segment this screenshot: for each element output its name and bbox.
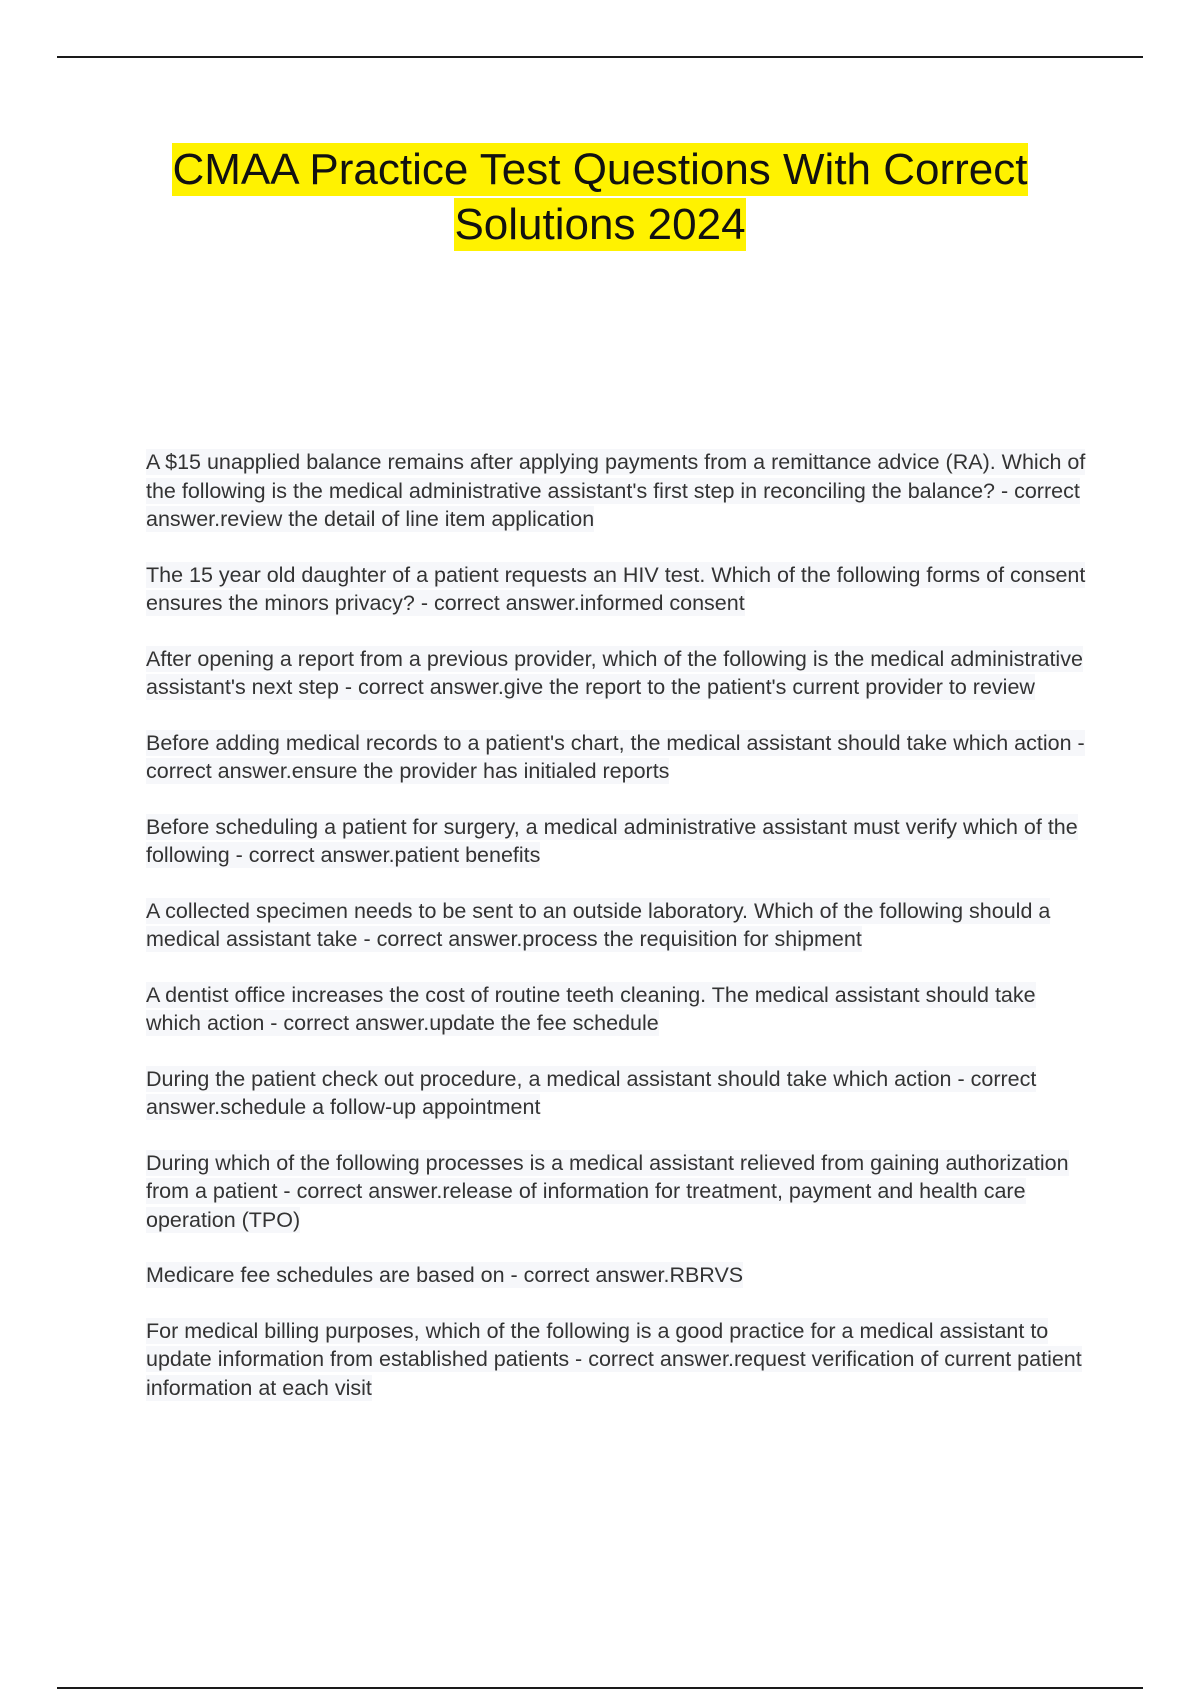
qa-item-text: During the patient check out procedure, a medical assistant should take which action - correct answer.schedule a follow-up appointment bbox=[146, 1066, 1037, 1119]
document-title-text: CMAA Practice Test Questions With Correct Solutions 2024 bbox=[172, 145, 1028, 249]
qa-item-text: A $15 unapplied balance remains after applying payments from a remittance advice (RA). Which of the following is the medical administrative assistant's first step in reconciling the balance? - correct answer.review the detail of line item application bbox=[146, 450, 1086, 531]
qa-list bbox=[146, 448, 1091, 1429]
qa-item bbox=[146, 1149, 1091, 1235]
qa-item bbox=[146, 561, 1091, 618]
qa-item-text: Before adding medical records to a patient's chart, the medical assistant should take which action - correct answer.ensure the provider has initialed reports bbox=[146, 730, 1085, 783]
qa-item-text: The 15 year old daughter of a patient requests an HIV test. Which of the following forms of consent ensures the minors privacy? - correct answer.informed consent bbox=[146, 562, 1086, 615]
qa-item bbox=[146, 645, 1091, 702]
qa-item-text: After opening a report from a previous provider, which of the following is the medical administrative assistant's next step - correct answer.give the report to the patient's current provider to review bbox=[146, 646, 1083, 699]
document-title bbox=[100, 142, 1100, 252]
qa-item-text: Medicare fee schedules are based on - correct answer.RBRVS bbox=[146, 1263, 744, 1287]
qa-item bbox=[146, 448, 1091, 534]
bottom-rule bbox=[57, 1687, 1143, 1689]
qa-item bbox=[146, 1261, 1091, 1290]
qa-item-text: A dentist office increases the cost of routine teeth cleaning. The medical assistant should take which action - correct answer.update the fee schedule bbox=[146, 982, 1036, 1035]
qa-item bbox=[146, 1065, 1091, 1122]
qa-item-text: Before scheduling a patient for surgery, a medical administrative assistant must verify which of the following - correct answer.patient benefits bbox=[146, 814, 1078, 867]
qa-item bbox=[146, 981, 1091, 1038]
qa-item bbox=[146, 729, 1091, 786]
qa-item-text: For medical billing purposes, which of the following is a good practice for a medical assistant to update information from established patients - correct answer.request verification of current patient information at each visit bbox=[146, 1318, 1082, 1400]
qa-item-text: A collected specimen needs to be sent to an outside laboratory. Which of the following should a medical assistant take - correct answer.process the requisition for shipment bbox=[146, 898, 1051, 951]
qa-item bbox=[146, 813, 1091, 870]
qa-item-text: During which of the following processes is a medical assistant relieved from gaining authorization from a patient - correct answer.release of information for treatment, payment and health care operation (TPO) bbox=[146, 1150, 1069, 1232]
qa-item bbox=[146, 1317, 1091, 1403]
qa-item bbox=[146, 897, 1091, 954]
top-rule bbox=[57, 56, 1143, 58]
